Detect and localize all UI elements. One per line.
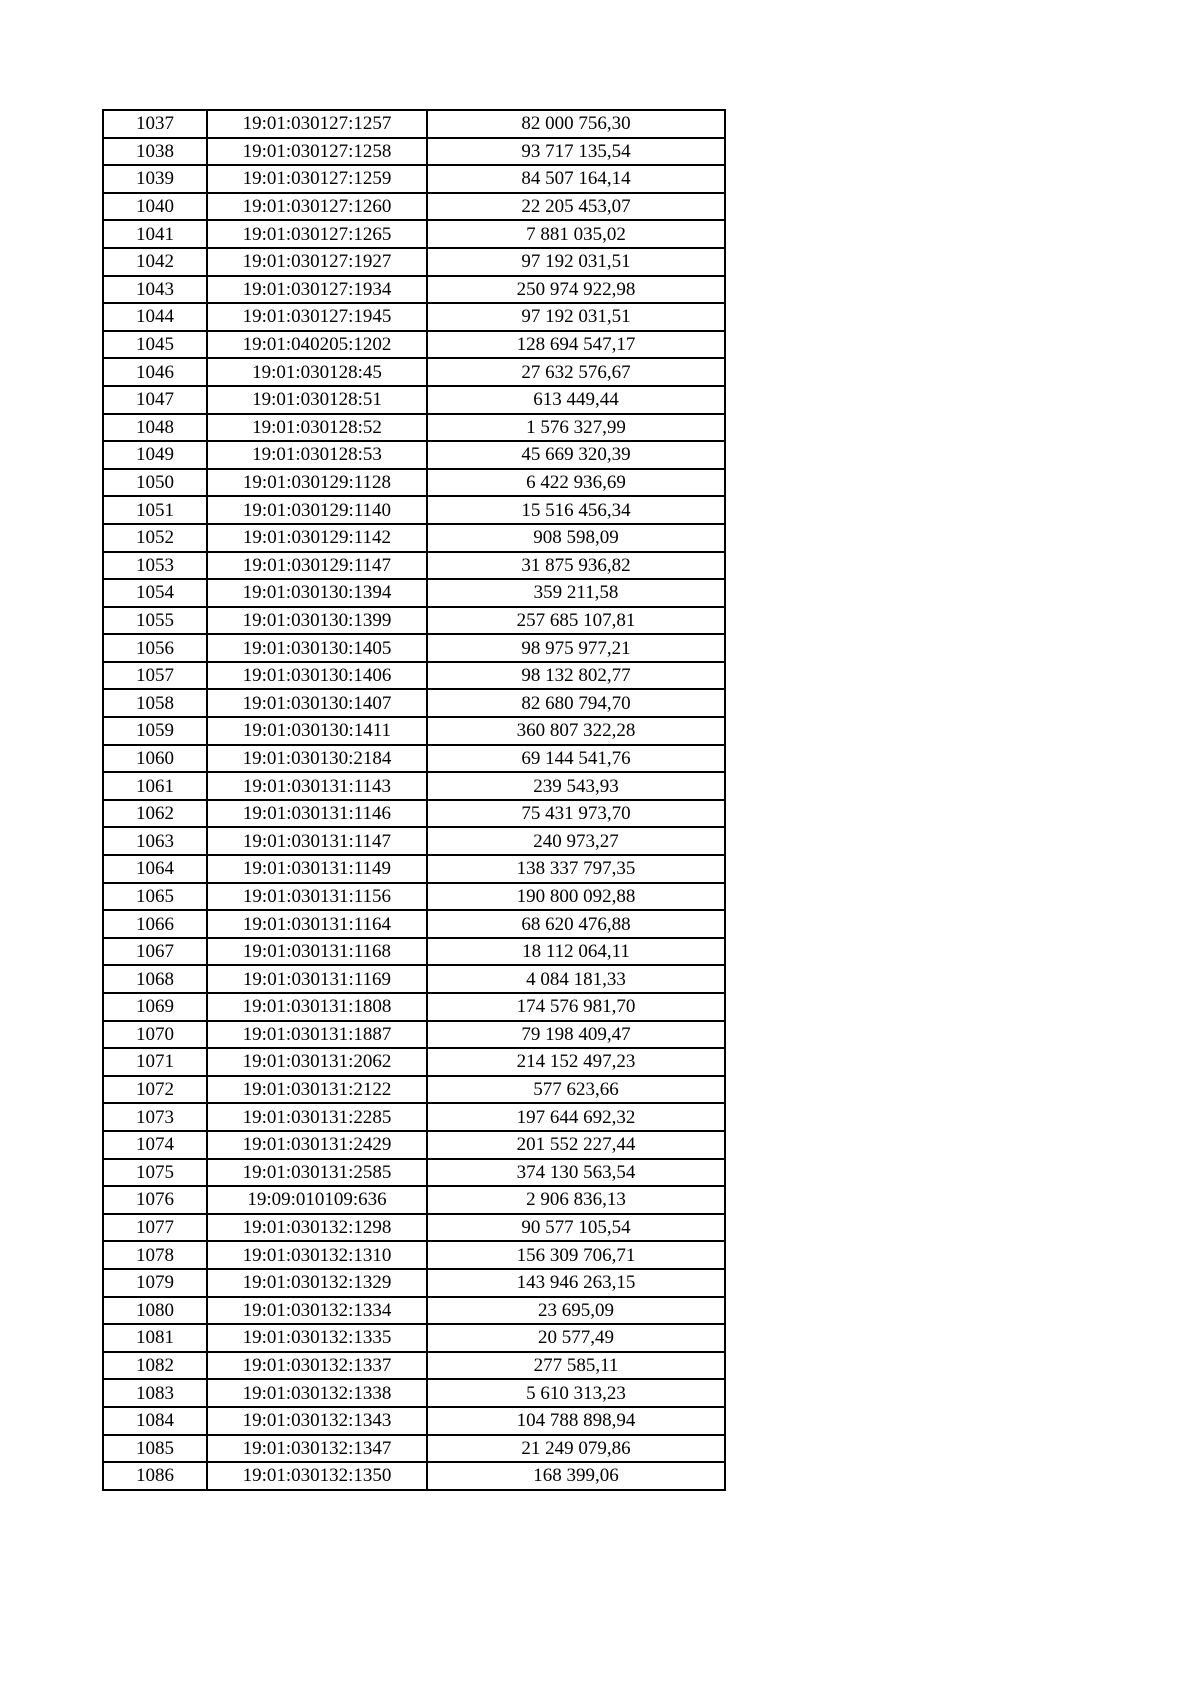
row-number-cell: 1078 bbox=[103, 1241, 207, 1269]
row-number-cell: 1046 bbox=[103, 358, 207, 386]
table-row bbox=[103, 248, 725, 276]
cadastral-number-cell: 19:01:030132:1310 bbox=[207, 1241, 427, 1269]
table-row bbox=[103, 1435, 725, 1463]
cadastral-number-cell: 19:01:030128:52 bbox=[207, 414, 427, 442]
cadastral-number-cell: 19:01:030130:1399 bbox=[207, 607, 427, 635]
row-number-cell: 1061 bbox=[103, 772, 207, 800]
cadastral-number-cell: 19:01:030127:1927 bbox=[207, 248, 427, 276]
cadastral-number-cell: 19:01:030127:1265 bbox=[207, 220, 427, 248]
cadastral-value-cell: 201 552 227,44 bbox=[427, 1131, 725, 1159]
cadastral-value-cell: 82 000 756,30 bbox=[427, 110, 725, 138]
table-row bbox=[103, 193, 725, 221]
cadastral-value-cell: 360 807 322,28 bbox=[427, 717, 725, 745]
cadastral-number-cell: 19:01:030131:1149 bbox=[207, 855, 427, 883]
table-row bbox=[103, 1076, 725, 1104]
cadastral-value-cell: 143 946 263,15 bbox=[427, 1269, 725, 1297]
row-number-cell: 1055 bbox=[103, 607, 207, 635]
cadastral-value-cell: 31 875 936,82 bbox=[427, 552, 725, 580]
row-number-cell: 1043 bbox=[103, 276, 207, 304]
table-row bbox=[103, 1131, 725, 1159]
cadastral-value-cell: 97 192 031,51 bbox=[427, 248, 725, 276]
table-row bbox=[103, 634, 725, 662]
row-number-cell: 1070 bbox=[103, 1021, 207, 1049]
table-row bbox=[103, 1269, 725, 1297]
cadastral-value-cell: 22 205 453,07 bbox=[427, 193, 725, 221]
row-number-cell: 1056 bbox=[103, 634, 207, 662]
cadastral-number-cell: 19:01:030131:1146 bbox=[207, 800, 427, 828]
table-row bbox=[103, 469, 725, 497]
cadastral-number-cell: 19:01:030131:2429 bbox=[207, 1131, 427, 1159]
cadastral-number-cell: 19:01:030131:2062 bbox=[207, 1048, 427, 1076]
table-row bbox=[103, 1159, 725, 1187]
cadastral-number-cell: 19:01:030132:1334 bbox=[207, 1297, 427, 1325]
cadastral-value-cell: 21 249 079,86 bbox=[427, 1435, 725, 1463]
cadastral-number-cell: 19:01:030131:1808 bbox=[207, 993, 427, 1021]
cadastral-value-cell: 69 144 541,76 bbox=[427, 745, 725, 773]
cadastral-number-cell: 19:01:030132:1350 bbox=[207, 1462, 427, 1490]
row-number-cell: 1074 bbox=[103, 1131, 207, 1159]
row-number-cell: 1040 bbox=[103, 193, 207, 221]
cadastral-number-cell: 19:01:030129:1140 bbox=[207, 496, 427, 524]
cadastral-value-cell: 104 788 898,94 bbox=[427, 1407, 725, 1435]
table-row bbox=[103, 358, 725, 386]
cadastral-number-cell: 19:01:030131:2285 bbox=[207, 1103, 427, 1131]
table-row bbox=[103, 800, 725, 828]
row-number-cell: 1084 bbox=[103, 1407, 207, 1435]
table-row bbox=[103, 524, 725, 552]
cadastral-value-cell: 5 610 313,23 bbox=[427, 1379, 725, 1407]
table-row bbox=[103, 662, 725, 690]
cadastral-number-cell: 19:01:030129:1147 bbox=[207, 552, 427, 580]
cadastral-number-cell: 19:01:030131:2122 bbox=[207, 1076, 427, 1104]
table-row bbox=[103, 772, 725, 800]
cadastral-value-cell: 6 422 936,69 bbox=[427, 469, 725, 497]
row-number-cell: 1076 bbox=[103, 1186, 207, 1214]
table-row bbox=[103, 1407, 725, 1435]
row-number-cell: 1054 bbox=[103, 579, 207, 607]
table-row bbox=[103, 496, 725, 524]
cadastral-value-cell: 2 906 836,13 bbox=[427, 1186, 725, 1214]
table-row bbox=[103, 303, 725, 331]
table-row bbox=[103, 414, 725, 442]
table-row bbox=[103, 855, 725, 883]
row-number-cell: 1047 bbox=[103, 386, 207, 414]
cadastral-value-cell: 613 449,44 bbox=[427, 386, 725, 414]
cadastral-value-cell: 45 669 320,39 bbox=[427, 441, 725, 469]
cadastral-number-cell: 19:09:010109:636 bbox=[207, 1186, 427, 1214]
cadastral-value-cell: 1 576 327,99 bbox=[427, 414, 725, 442]
row-number-cell: 1039 bbox=[103, 165, 207, 193]
row-number-cell: 1058 bbox=[103, 689, 207, 717]
cadastral-value-cell: 98 975 977,21 bbox=[427, 634, 725, 662]
cadastral-value-cell: 7 881 035,02 bbox=[427, 220, 725, 248]
table-row bbox=[103, 1186, 725, 1214]
table-row bbox=[103, 607, 725, 635]
table-row bbox=[103, 165, 725, 193]
row-number-cell: 1065 bbox=[103, 883, 207, 911]
cadastral-value-cell: 4 084 181,33 bbox=[427, 965, 725, 993]
table-row bbox=[103, 579, 725, 607]
row-number-cell: 1079 bbox=[103, 1269, 207, 1297]
table-row bbox=[103, 1379, 725, 1407]
table-row bbox=[103, 138, 725, 166]
cadastral-number-cell: 19:01:030131:1156 bbox=[207, 883, 427, 911]
cadastral-value-table bbox=[102, 109, 726, 1491]
cadastral-number-cell: 19:01:030132:1347 bbox=[207, 1435, 427, 1463]
row-number-cell: 1050 bbox=[103, 469, 207, 497]
cadastral-value-cell: 23 695,09 bbox=[427, 1297, 725, 1325]
cadastral-number-cell: 19:01:030127:1259 bbox=[207, 165, 427, 193]
cadastral-number-cell: 19:01:030132:1298 bbox=[207, 1214, 427, 1242]
cadastral-value-cell: 75 431 973,70 bbox=[427, 800, 725, 828]
table-row bbox=[103, 1021, 725, 1049]
table-row bbox=[103, 1352, 725, 1380]
row-number-cell: 1080 bbox=[103, 1297, 207, 1325]
table-row bbox=[103, 331, 725, 359]
row-number-cell: 1060 bbox=[103, 745, 207, 773]
table-row bbox=[103, 827, 725, 855]
row-number-cell: 1075 bbox=[103, 1159, 207, 1187]
cadastral-value-cell: 374 130 563,54 bbox=[427, 1159, 725, 1187]
cadastral-number-cell: 19:01:030128:53 bbox=[207, 441, 427, 469]
cadastral-value-cell: 190 800 092,88 bbox=[427, 883, 725, 911]
table-row bbox=[103, 110, 725, 138]
table-row bbox=[103, 1241, 725, 1269]
row-number-cell: 1053 bbox=[103, 552, 207, 580]
cadastral-value-cell: 908 598,09 bbox=[427, 524, 725, 552]
row-number-cell: 1064 bbox=[103, 855, 207, 883]
cadastral-number-cell: 19:01:030132:1337 bbox=[207, 1352, 427, 1380]
cadastral-number-cell: 19:01:030131:1169 bbox=[207, 965, 427, 993]
row-number-cell: 1071 bbox=[103, 1048, 207, 1076]
cadastral-value-cell: 277 585,11 bbox=[427, 1352, 725, 1380]
cadastral-number-cell: 19:01:030131:2585 bbox=[207, 1159, 427, 1187]
table-row bbox=[103, 276, 725, 304]
cadastral-number-cell: 19:01:030131:1147 bbox=[207, 827, 427, 855]
table-row bbox=[103, 745, 725, 773]
table-row bbox=[103, 938, 725, 966]
table-row bbox=[103, 993, 725, 1021]
cadastral-number-cell: 19:01:030130:1407 bbox=[207, 689, 427, 717]
row-number-cell: 1067 bbox=[103, 938, 207, 966]
row-number-cell: 1045 bbox=[103, 331, 207, 359]
cadastral-value-cell: 98 132 802,77 bbox=[427, 662, 725, 690]
cadastral-value-cell: 577 623,66 bbox=[427, 1076, 725, 1104]
cadastral-value-cell: 156 309 706,71 bbox=[427, 1241, 725, 1269]
cadastral-number-cell: 19:01:030132:1335 bbox=[207, 1324, 427, 1352]
cadastral-number-cell: 19:01:030129:1128 bbox=[207, 469, 427, 497]
cadastral-value-cell: 214 152 497,23 bbox=[427, 1048, 725, 1076]
row-number-cell: 1073 bbox=[103, 1103, 207, 1131]
row-number-cell: 1062 bbox=[103, 800, 207, 828]
row-number-cell: 1072 bbox=[103, 1076, 207, 1104]
cadastral-value-cell: 197 644 692,32 bbox=[427, 1103, 725, 1131]
row-number-cell: 1059 bbox=[103, 717, 207, 745]
row-number-cell: 1041 bbox=[103, 220, 207, 248]
row-number-cell: 1068 bbox=[103, 965, 207, 993]
cadastral-value-cell: 257 685 107,81 bbox=[427, 607, 725, 635]
cadastral-value-cell: 250 974 922,98 bbox=[427, 276, 725, 304]
table-row bbox=[103, 1103, 725, 1131]
cadastral-number-cell: 19:01:030128:45 bbox=[207, 358, 427, 386]
row-number-cell: 1081 bbox=[103, 1324, 207, 1352]
cadastral-value-cell: 90 577 105,54 bbox=[427, 1214, 725, 1242]
cadastral-number-cell: 19:01:030130:2184 bbox=[207, 745, 427, 773]
cadastral-number-cell: 19:01:030127:1945 bbox=[207, 303, 427, 331]
cadastral-value-cell: 128 694 547,17 bbox=[427, 331, 725, 359]
row-number-cell: 1044 bbox=[103, 303, 207, 331]
table-row bbox=[103, 1048, 725, 1076]
table-row bbox=[103, 1214, 725, 1242]
cadastral-number-cell: 19:01:030127:1257 bbox=[207, 110, 427, 138]
cadastral-number-cell: 19:01:030128:51 bbox=[207, 386, 427, 414]
cadastral-value-cell: 138 337 797,35 bbox=[427, 855, 725, 883]
row-number-cell: 1083 bbox=[103, 1379, 207, 1407]
table-row bbox=[103, 965, 725, 993]
row-number-cell: 1057 bbox=[103, 662, 207, 690]
cadastral-value-cell: 18 112 064,11 bbox=[427, 938, 725, 966]
cadastral-number-cell: 19:01:030131:1168 bbox=[207, 938, 427, 966]
row-number-cell: 1042 bbox=[103, 248, 207, 276]
row-number-cell: 1086 bbox=[103, 1462, 207, 1490]
cadastral-value-cell: 168 399,06 bbox=[427, 1462, 725, 1490]
cadastral-value-cell: 240 973,27 bbox=[427, 827, 725, 855]
cadastral-number-cell: 19:01:030130:1394 bbox=[207, 579, 427, 607]
cadastral-value-cell: 174 576 981,70 bbox=[427, 993, 725, 1021]
row-number-cell: 1051 bbox=[103, 496, 207, 524]
cadastral-value-cell: 68 620 476,88 bbox=[427, 910, 725, 938]
row-number-cell: 1077 bbox=[103, 1214, 207, 1242]
row-number-cell: 1038 bbox=[103, 138, 207, 166]
cadastral-number-cell: 19:01:030129:1142 bbox=[207, 524, 427, 552]
cadastral-number-cell: 19:01:030130:1405 bbox=[207, 634, 427, 662]
cadastral-number-cell: 19:01:030132:1343 bbox=[207, 1407, 427, 1435]
table-row bbox=[103, 717, 725, 745]
cadastral-value-cell: 359 211,58 bbox=[427, 579, 725, 607]
cadastral-value-cell: 84 507 164,14 bbox=[427, 165, 725, 193]
cadastral-number-cell: 19:01:030130:1411 bbox=[207, 717, 427, 745]
row-number-cell: 1085 bbox=[103, 1435, 207, 1463]
cadastral-value-cell: 27 632 576,67 bbox=[427, 358, 725, 386]
cadastral-number-cell: 19:01:040205:1202 bbox=[207, 331, 427, 359]
cadastral-value-cell: 97 192 031,51 bbox=[427, 303, 725, 331]
row-number-cell: 1063 bbox=[103, 827, 207, 855]
cadastral-number-cell: 19:01:030132:1329 bbox=[207, 1269, 427, 1297]
table-row bbox=[103, 1462, 725, 1490]
cadastral-value-cell: 79 198 409,47 bbox=[427, 1021, 725, 1049]
cadastral-number-cell: 19:01:030127:1258 bbox=[207, 138, 427, 166]
row-number-cell: 1049 bbox=[103, 441, 207, 469]
table-row bbox=[103, 552, 725, 580]
table-row bbox=[103, 1297, 725, 1325]
row-number-cell: 1052 bbox=[103, 524, 207, 552]
table-row bbox=[103, 1324, 725, 1352]
cadastral-number-cell: 19:01:030127:1934 bbox=[207, 276, 427, 304]
cadastral-value-cell: 82 680 794,70 bbox=[427, 689, 725, 717]
cadastral-number-cell: 19:01:030130:1406 bbox=[207, 662, 427, 690]
table-row bbox=[103, 441, 725, 469]
table-row bbox=[103, 220, 725, 248]
cadastral-number-cell: 19:01:030131:1164 bbox=[207, 910, 427, 938]
row-number-cell: 1082 bbox=[103, 1352, 207, 1380]
table-row bbox=[103, 883, 725, 911]
cadastral-number-cell: 19:01:030127:1260 bbox=[207, 193, 427, 221]
cadastral-value-cell: 239 543,93 bbox=[427, 772, 725, 800]
row-number-cell: 1048 bbox=[103, 414, 207, 442]
cadastral-value-cell: 93 717 135,54 bbox=[427, 138, 725, 166]
table-row bbox=[103, 386, 725, 414]
table-row bbox=[103, 689, 725, 717]
cadastral-value-cell: 15 516 456,34 bbox=[427, 496, 725, 524]
table-body bbox=[103, 110, 725, 1490]
table-row bbox=[103, 910, 725, 938]
row-number-cell: 1066 bbox=[103, 910, 207, 938]
cadastral-number-cell: 19:01:030131:1887 bbox=[207, 1021, 427, 1049]
row-number-cell: 1069 bbox=[103, 993, 207, 1021]
row-number-cell: 1037 bbox=[103, 110, 207, 138]
cadastral-number-cell: 19:01:030131:1143 bbox=[207, 772, 427, 800]
cadastral-value-cell: 20 577,49 bbox=[427, 1324, 725, 1352]
cadastral-number-cell: 19:01:030132:1338 bbox=[207, 1379, 427, 1407]
